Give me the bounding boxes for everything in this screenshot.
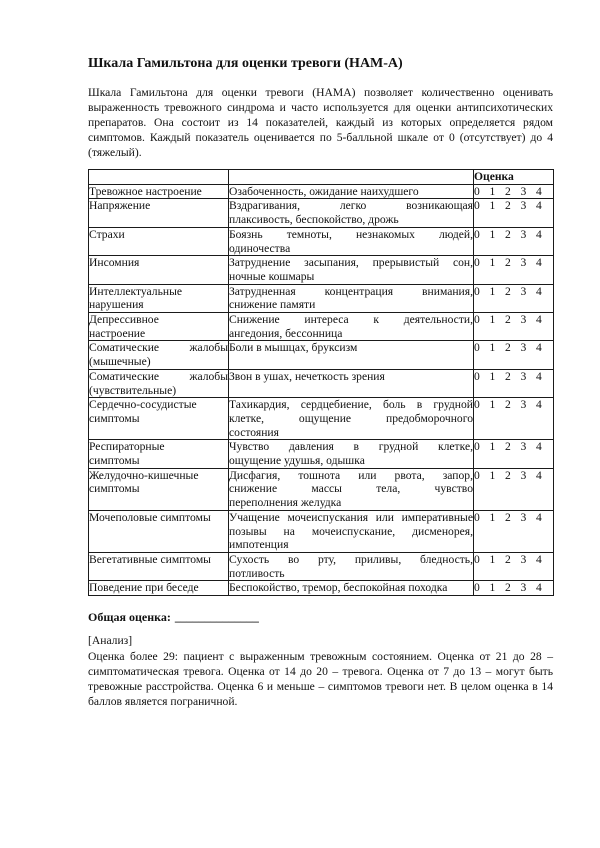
score-cell bbox=[474, 552, 554, 580]
analysis-heading: [Анализ] bbox=[88, 633, 133, 647]
table-row bbox=[89, 581, 554, 596]
score-option: 3 bbox=[520, 552, 527, 566]
item-line: Желудочно-кишечные bbox=[89, 468, 199, 482]
item-line: Интеллектуальные bbox=[89, 284, 183, 298]
score-option: 2 bbox=[505, 398, 511, 412]
score-option: 2 bbox=[505, 341, 511, 355]
score-option: 3 bbox=[520, 199, 527, 213]
item-cell bbox=[89, 440, 229, 468]
table-row bbox=[89, 284, 554, 312]
item-line: симптомы bbox=[89, 454, 140, 468]
score-option: 3 bbox=[520, 510, 527, 524]
score-scale bbox=[474, 341, 553, 355]
score-option: 1 bbox=[489, 227, 496, 241]
score-option: 2 bbox=[505, 199, 511, 213]
score-option: 4 bbox=[536, 256, 542, 270]
score-cell bbox=[474, 313, 554, 341]
symptom-line: Звон в ушах, нечеткость зрения bbox=[229, 369, 385, 383]
item-line: Инсомния bbox=[89, 256, 140, 270]
score-scale bbox=[474, 398, 553, 412]
score-option: 1 bbox=[489, 256, 496, 270]
table-row bbox=[89, 398, 554, 440]
item-line: Напряжение bbox=[89, 199, 151, 213]
table-row bbox=[89, 552, 554, 580]
intro-line: выраженность тревожного синдрома и часто используется для оценки антипсихотических bbox=[88, 100, 553, 114]
score-scale bbox=[474, 185, 553, 199]
symptoms-cell bbox=[229, 313, 474, 341]
table-row bbox=[89, 256, 554, 284]
score-scale bbox=[474, 285, 553, 299]
score-option: 0 bbox=[474, 398, 480, 412]
score-option: 0 bbox=[474, 284, 480, 298]
score-option: 1 bbox=[489, 552, 496, 566]
score-option: 3 bbox=[520, 398, 527, 412]
analysis-paragraph bbox=[88, 649, 553, 709]
score-option: 3 bbox=[520, 468, 527, 482]
score-option: 0 bbox=[474, 468, 480, 482]
item-line: Мочеполовые симптомы bbox=[89, 510, 211, 524]
score-option: 4 bbox=[536, 199, 542, 213]
score-option: 3 bbox=[520, 581, 527, 595]
score-option: 2 bbox=[505, 184, 511, 198]
score-option: 1 bbox=[489, 398, 496, 412]
symptom-line: Боли в мышцах, бруксизм bbox=[229, 341, 358, 355]
symptoms-cell bbox=[229, 440, 474, 468]
score-option: 1 bbox=[489, 313, 496, 327]
symptoms-cell bbox=[229, 284, 474, 312]
table-row bbox=[89, 227, 554, 255]
symptoms-cell bbox=[229, 227, 474, 255]
score-option: 0 bbox=[474, 341, 480, 355]
score-option: 0 bbox=[474, 184, 480, 198]
table-row bbox=[89, 184, 554, 199]
score-cell bbox=[474, 440, 554, 468]
score-option: 2 bbox=[505, 227, 511, 241]
item-cell bbox=[89, 468, 229, 510]
score-option: 2 bbox=[505, 510, 511, 524]
item-line: (чувствительные) bbox=[89, 383, 177, 397]
symptom-line: переполнения желудка bbox=[229, 496, 342, 510]
score-scale bbox=[474, 313, 553, 327]
score-option: 2 bbox=[505, 552, 511, 566]
item-line: симптомы bbox=[89, 482, 140, 496]
score-option: 0 bbox=[474, 510, 480, 524]
symptom-line: Беспокойство, тремор, беспокойная походка bbox=[229, 581, 448, 595]
symptom-line: Затрудненная концентрация внимания, bbox=[229, 284, 473, 298]
header-blank-cell bbox=[229, 170, 474, 185]
item-line: Соматические жалобы bbox=[89, 341, 228, 355]
score-option: 1 bbox=[489, 369, 496, 383]
item-line: Вегетативные симптомы bbox=[89, 552, 211, 566]
score-scale bbox=[474, 581, 553, 595]
item-cell bbox=[89, 581, 229, 596]
score-option: 1 bbox=[489, 341, 496, 355]
item-cell bbox=[89, 184, 229, 199]
intro-paragraph bbox=[88, 85, 553, 160]
score-option: 1 bbox=[489, 199, 496, 213]
score-option: 2 bbox=[505, 284, 511, 298]
score-option: 4 bbox=[536, 440, 542, 454]
score-cell bbox=[474, 341, 554, 369]
symptoms-cell bbox=[229, 256, 474, 284]
symptom-line: Тахикардия, сердцебиение, боль в грудной bbox=[229, 398, 473, 412]
symptom-line: ощущение удушья, одышка bbox=[229, 454, 365, 468]
score-option: 4 bbox=[536, 510, 542, 524]
symptom-line: импотенция bbox=[229, 538, 289, 552]
symptom-line: снижение массы тела, чувство bbox=[229, 482, 473, 496]
header-blank-cell bbox=[89, 170, 229, 185]
item-cell bbox=[89, 256, 229, 284]
table-row bbox=[89, 468, 554, 510]
intro-line: (тяжелый). bbox=[88, 145, 142, 159]
score-scale bbox=[474, 228, 553, 242]
score-option: 0 bbox=[474, 227, 480, 241]
score-option: 4 bbox=[536, 581, 542, 595]
symptom-line: Чувство давления в грудной клетке, bbox=[229, 440, 473, 454]
item-cell bbox=[89, 284, 229, 312]
symptom-line: Снижение интереса к деятельности, bbox=[229, 313, 473, 327]
item-line: (мышечные) bbox=[89, 355, 151, 369]
item-line: настроение bbox=[89, 326, 146, 340]
score-option: 0 bbox=[474, 440, 480, 454]
symptom-line: плаксивость, беспокойство, дрожь bbox=[229, 213, 399, 227]
item-cell bbox=[89, 313, 229, 341]
total-score-label: Общая оценка: bbox=[88, 609, 171, 624]
symptom-line: Сухость во рту, приливы, бледность, bbox=[229, 552, 473, 566]
symptom-line: снижение памяти bbox=[229, 298, 316, 312]
score-option: 1 bbox=[489, 468, 496, 482]
score-option: 3 bbox=[520, 184, 527, 198]
symptom-line: Затруднение засыпания, прерывистый сон, bbox=[229, 256, 473, 270]
score-option: 2 bbox=[505, 313, 511, 327]
item-cell bbox=[89, 341, 229, 369]
score-cell bbox=[474, 510, 554, 552]
symptoms-cell bbox=[229, 184, 474, 199]
score-option: 4 bbox=[536, 313, 542, 327]
item-line: нарушения bbox=[89, 298, 144, 312]
score-option: 4 bbox=[536, 184, 542, 198]
score-scale bbox=[474, 370, 553, 384]
score-cell bbox=[474, 199, 554, 227]
analysis-line: баллов является пограничной. bbox=[88, 694, 238, 708]
total-score-blank: ______________ bbox=[174, 609, 259, 624]
symptom-line: Учащение мочеиспускания или императивные bbox=[229, 510, 473, 524]
symptom-line: одиночества bbox=[229, 241, 291, 255]
total-score-line bbox=[88, 610, 259, 625]
score-option: 0 bbox=[474, 199, 480, 213]
score-option: 3 bbox=[520, 369, 527, 383]
analysis-line: симптоматическая тревога. Оценка от 14 до 20 – тревога. Оценка от 7 до 13 – могут быть bbox=[88, 664, 553, 678]
item-cell bbox=[89, 227, 229, 255]
table-row bbox=[89, 369, 554, 397]
item-cell bbox=[89, 398, 229, 440]
score-option: 3 bbox=[520, 440, 527, 454]
score-option: 1 bbox=[489, 184, 496, 198]
score-option: 0 bbox=[474, 256, 480, 270]
item-line: Тревожное настроение bbox=[89, 184, 202, 198]
symptom-line: Боязнь темноты, незнакомых людей, bbox=[229, 227, 473, 241]
symptom-line: потливость bbox=[229, 566, 285, 580]
score-option: 3 bbox=[520, 341, 527, 355]
score-option: 4 bbox=[536, 369, 542, 383]
score-scale bbox=[474, 440, 553, 454]
symptoms-cell bbox=[229, 581, 474, 596]
score-scale bbox=[474, 469, 553, 483]
symptom-line: Вздрагивания, легко возникающая bbox=[229, 199, 473, 213]
score-scale bbox=[474, 199, 553, 213]
score-option: 0 bbox=[474, 313, 480, 327]
item-line: Поведение при беседе bbox=[89, 581, 199, 595]
score-option: 2 bbox=[505, 369, 511, 383]
intro-line: Шкала Гамильтона для оценки тревоги (HAMA) позволяет количественно оценивать bbox=[88, 85, 553, 99]
item-cell bbox=[89, 510, 229, 552]
score-option: 0 bbox=[474, 552, 480, 566]
score-header: Оценка bbox=[474, 170, 554, 185]
item-cell bbox=[89, 552, 229, 580]
analysis-line: тревожные расстройства. Оценка 6 и меньше – симптомов тревоги нет. В целом оценка в 14 bbox=[88, 679, 553, 693]
score-cell bbox=[474, 369, 554, 397]
score-option: 1 bbox=[489, 440, 496, 454]
score-option: 4 bbox=[536, 398, 542, 412]
table-row bbox=[89, 510, 554, 552]
item-cell bbox=[89, 369, 229, 397]
score-scale bbox=[474, 553, 553, 567]
table-row bbox=[89, 199, 554, 227]
item-line: Соматические жалобы bbox=[89, 369, 228, 383]
item-cell bbox=[89, 199, 229, 227]
score-option: 1 bbox=[489, 581, 496, 595]
score-cell bbox=[474, 398, 554, 440]
score-option: 4 bbox=[536, 341, 542, 355]
score-option: 2 bbox=[505, 440, 511, 454]
hama-table bbox=[88, 169, 554, 596]
symptoms-cell bbox=[229, 341, 474, 369]
item-line: Респираторные bbox=[89, 440, 165, 454]
symptoms-cell bbox=[229, 468, 474, 510]
symptoms-cell bbox=[229, 398, 474, 440]
score-option: 3 bbox=[520, 227, 527, 241]
item-line: Страхи bbox=[89, 227, 125, 241]
score-cell bbox=[474, 184, 554, 199]
score-option: 1 bbox=[489, 510, 496, 524]
item-line: Сердечно-сосудистые bbox=[89, 398, 197, 412]
symptom-line: ночные кошмары bbox=[229, 269, 315, 283]
symptom-line: ангедония, бессонница bbox=[229, 326, 343, 340]
intro-line: симптомов. Каждый показатель оценивается по 5-балльной шкале от 0 (отсутствует) до 4 bbox=[88, 130, 553, 144]
score-option: 3 bbox=[520, 284, 527, 298]
symptoms-cell bbox=[229, 199, 474, 227]
table-header-row bbox=[89, 170, 554, 185]
score-option: 4 bbox=[536, 552, 542, 566]
score-scale bbox=[474, 256, 553, 270]
symptom-line: Озабоченность, ожидание наихудшего bbox=[229, 184, 419, 198]
score-option: 0 bbox=[474, 581, 480, 595]
score-option: 4 bbox=[536, 284, 542, 298]
score-option: 2 bbox=[505, 581, 511, 595]
symptoms-cell bbox=[229, 510, 474, 552]
score-option: 0 bbox=[474, 369, 480, 383]
score-cell bbox=[474, 468, 554, 510]
table-row bbox=[89, 341, 554, 369]
item-line: Депрессивное bbox=[89, 313, 159, 327]
score-option: 2 bbox=[505, 256, 511, 270]
score-cell bbox=[474, 227, 554, 255]
page-title: Шкала Гамильтона для оценки тревоги (HAM-A) bbox=[88, 56, 403, 71]
symptom-line: Дисфагия, тошнота или рвота, запор, bbox=[229, 468, 473, 482]
score-option: 4 bbox=[536, 468, 542, 482]
symptoms-cell bbox=[229, 552, 474, 580]
score-option: 3 bbox=[520, 256, 527, 270]
intro-line: препаратов. Она состоит из 14 показателей, каждый из которых определяется рядом bbox=[88, 115, 553, 129]
score-cell bbox=[474, 256, 554, 284]
score-option: 3 bbox=[520, 313, 527, 327]
symptom-line: состояния bbox=[229, 425, 279, 439]
score-cell bbox=[474, 581, 554, 596]
symptoms-cell bbox=[229, 369, 474, 397]
score-option: 2 bbox=[505, 468, 511, 482]
table-row bbox=[89, 313, 554, 341]
score-option: 4 bbox=[536, 227, 542, 241]
score-option: 1 bbox=[489, 284, 496, 298]
item-line: симптомы bbox=[89, 411, 140, 425]
score-scale bbox=[474, 511, 553, 525]
table-row bbox=[89, 440, 554, 468]
symptom-line: позывы на мочеиспускание, дисменорея, bbox=[229, 524, 473, 538]
analysis-line: Оценка более 29: пациент с выраженным тревожным состоянием. Оценка от 21 до 28 – bbox=[88, 649, 553, 663]
symptom-line: клетке, ощущение предобморочного bbox=[229, 411, 473, 425]
score-cell bbox=[474, 284, 554, 312]
